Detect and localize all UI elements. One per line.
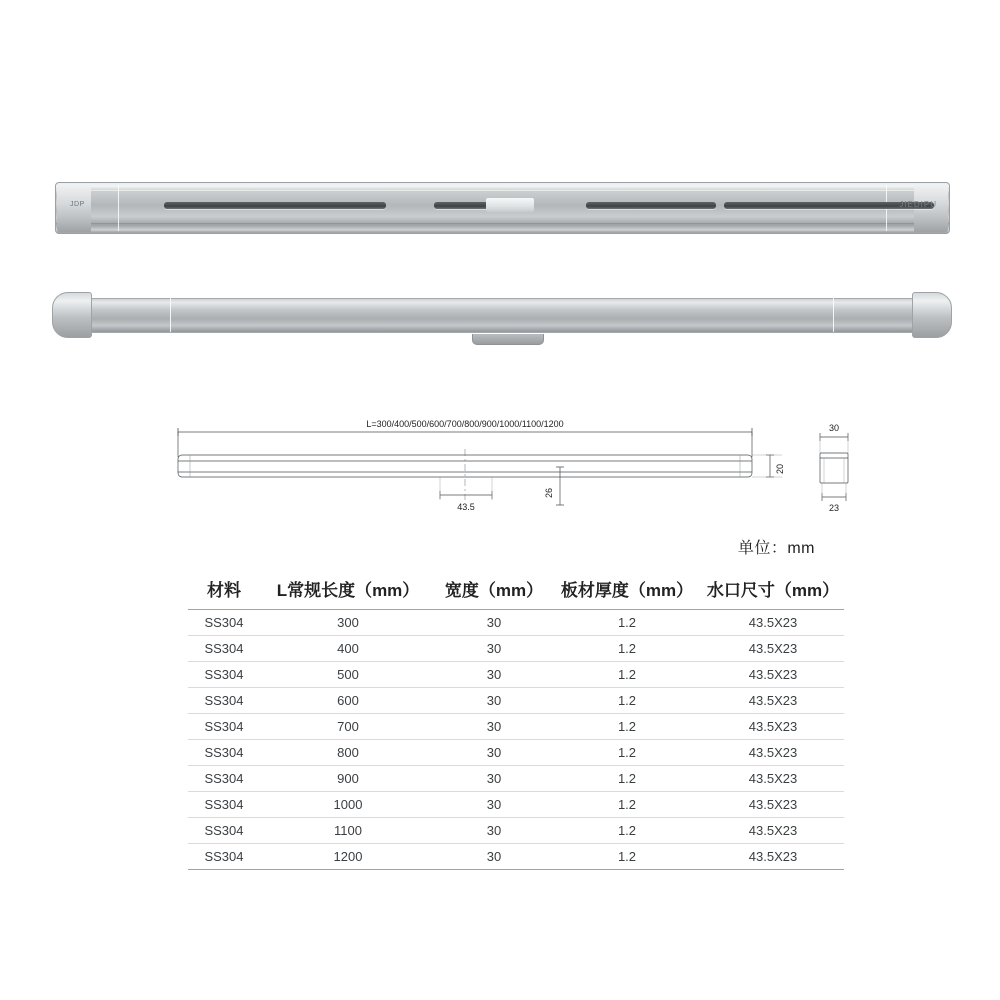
cell-length: 700 <box>260 714 436 740</box>
cell-length: 500 <box>260 662 436 688</box>
cell-outlet-size: 43.5X23 <box>702 818 844 844</box>
column-header-material: 材料 <box>207 581 241 600</box>
cell-material: SS304 <box>188 766 260 792</box>
table-row <box>188 818 844 844</box>
table-row <box>188 662 844 688</box>
cell-length: 400 <box>260 636 436 662</box>
grate-frame-shadow-bottom <box>56 223 949 224</box>
channel-seam-right <box>833 298 834 332</box>
drain-outlet <box>472 334 544 345</box>
cell-width: 30 <box>436 714 552 740</box>
cell-length: 800 <box>260 740 436 766</box>
cell-outlet-size: 43.5X23 <box>702 688 844 714</box>
center-cover-plate <box>486 198 534 212</box>
cell-outlet-size: 43.5X23 <box>702 766 844 792</box>
table-row <box>188 636 844 662</box>
column-header-outlet-size: 水口尺寸（mm） <box>706 581 840 600</box>
dimension-section-top-width-label: 30 <box>828 423 840 433</box>
cell-outlet-size: 43.5X23 <box>702 714 844 740</box>
grate-body <box>55 182 950 234</box>
cell-outlet-size: 43.5X23 <box>702 662 844 688</box>
cell-material: SS304 <box>188 714 260 740</box>
cell-thickness: 1.2 <box>552 740 702 766</box>
cell-width: 30 <box>436 610 552 636</box>
cell-width: 30 <box>436 662 552 688</box>
cell-material: SS304 <box>188 636 260 662</box>
cell-material: SS304 <box>188 818 260 844</box>
cell-length: 1000 <box>260 792 436 818</box>
grate-end-cap-left <box>57 184 91 232</box>
table-header-row <box>188 572 844 610</box>
unit-note: 单位：mm <box>737 540 815 557</box>
cell-material: SS304 <box>188 740 260 766</box>
channel-body <box>80 298 924 333</box>
cell-thickness: 1.2 <box>552 610 702 636</box>
table-row <box>188 844 844 870</box>
cell-width: 30 <box>436 766 552 792</box>
cell-width: 30 <box>436 792 552 818</box>
drain-slot <box>586 202 716 209</box>
table-row <box>188 766 844 792</box>
cell-thickness: 1.2 <box>552 818 702 844</box>
column-header-thickness: 板材厚度（mm） <box>560 581 694 600</box>
cell-thickness: 1.2 <box>552 844 702 870</box>
drain-slot <box>164 202 386 209</box>
product-photo-side-view <box>52 292 952 347</box>
column-header-length: L常规长度（mm） <box>276 581 420 600</box>
cell-length: 600 <box>260 688 436 714</box>
cell-outlet-size: 43.5X23 <box>702 610 844 636</box>
cell-thickness: 1.2 <box>552 636 702 662</box>
channel-end-left <box>52 292 92 338</box>
cell-thickness: 1.2 <box>552 688 702 714</box>
cell-outlet-size: 43.5X23 <box>702 636 844 662</box>
specification-table <box>188 572 844 870</box>
cell-thickness: 1.2 <box>552 792 702 818</box>
cell-length: 1100 <box>260 818 436 844</box>
cell-material: SS304 <box>188 792 260 818</box>
dimension-length-label: L=300/400/500/600/700/800/900/1000/1100/1200 <box>366 419 564 429</box>
cell-material: SS304 <box>188 662 260 688</box>
cell-width: 30 <box>436 844 552 870</box>
grate-frame-highlight-top <box>56 190 949 191</box>
cell-length: 900 <box>260 766 436 792</box>
product-photo-top-view <box>55 182 950 234</box>
dimension-outlet-width-label: 43.5 <box>457 502 475 512</box>
cell-thickness: 1.2 <box>552 714 702 740</box>
cell-thickness: 1.2 <box>552 766 702 792</box>
table-row <box>188 740 844 766</box>
cell-length: 1200 <box>260 844 436 870</box>
cell-material: SS304 <box>188 688 260 714</box>
cell-length: 300 <box>260 610 436 636</box>
channel-seam-left <box>170 298 171 332</box>
cell-thickness: 1.2 <box>552 662 702 688</box>
brand-mark-left: JDP <box>70 201 85 208</box>
grate-seam-left <box>118 185 119 231</box>
dimension-depth-label: 26 <box>544 487 554 499</box>
cell-material: SS304 <box>188 610 260 636</box>
cell-width: 30 <box>436 636 552 662</box>
technical-drawing <box>0 405 1000 525</box>
table-row <box>188 792 844 818</box>
cell-material: SS304 <box>188 844 260 870</box>
cell-outlet-size: 43.5X23 <box>702 844 844 870</box>
cell-width: 30 <box>436 818 552 844</box>
cell-width: 30 <box>436 688 552 714</box>
column-header-width: 宽度（mm） <box>444 581 544 600</box>
dimension-section-bottom-width-label: 23 <box>828 503 840 513</box>
table-row <box>188 688 844 714</box>
cell-width: 30 <box>436 740 552 766</box>
channel-end-right <box>912 292 952 338</box>
cell-outlet-size: 43.5X23 <box>702 792 844 818</box>
dimension-height-label: 20 <box>775 463 785 475</box>
brand-mark-right: JIEDIPU <box>899 200 937 209</box>
cell-outlet-size: 43.5X23 <box>702 740 844 766</box>
table-row <box>188 610 844 636</box>
table-row <box>188 714 844 740</box>
